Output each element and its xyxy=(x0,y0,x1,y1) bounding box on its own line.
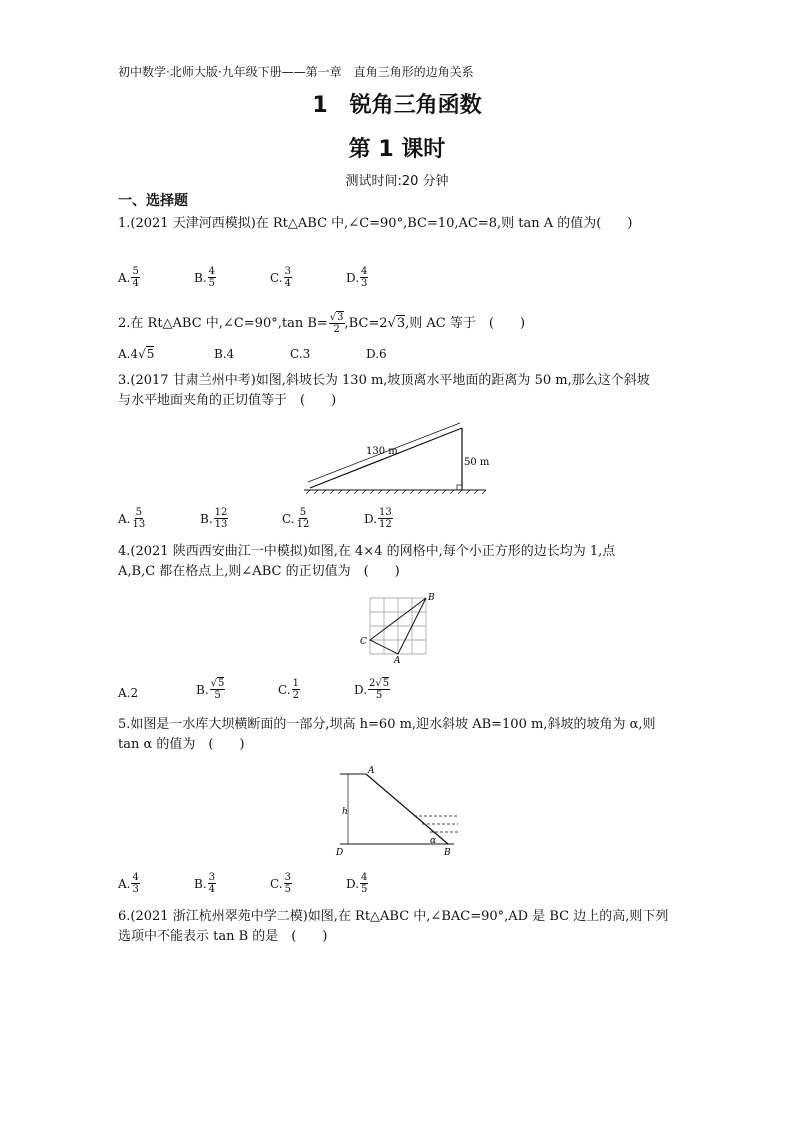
fraction xyxy=(208,266,216,289)
option-label: B. xyxy=(200,511,213,526)
denominator: 12 xyxy=(296,519,310,530)
fraction xyxy=(360,872,368,895)
numerator: 13 xyxy=(379,507,392,518)
sqrt-radicand: 3 xyxy=(396,315,406,331)
sqrt-radicand: 5 xyxy=(146,347,155,361)
numerator: 2√5 xyxy=(369,678,390,689)
question-1 xyxy=(118,214,678,234)
numerator: 3 xyxy=(208,872,216,883)
question-2 xyxy=(118,312,678,335)
question-6 xyxy=(118,907,688,947)
question-3-line2: 与水平地面夹角的正切值等于 ( ) xyxy=(118,393,337,408)
fraction xyxy=(360,266,368,289)
numerator: 4 xyxy=(361,872,368,883)
coefficient: 2 xyxy=(369,678,376,689)
q1-option-d[interactable] xyxy=(346,266,368,289)
fraction xyxy=(378,507,393,530)
denominator: 5 xyxy=(361,884,368,895)
fraction xyxy=(284,872,292,895)
denominator: 2 xyxy=(292,690,299,701)
point-a-label: A xyxy=(394,656,401,664)
numerator: 3 xyxy=(284,872,291,883)
q2-sqrt: √3 xyxy=(387,315,406,331)
fraction xyxy=(292,678,300,701)
question-4-line2: A,B,C 都在格点上,则∠ABC 的正切值为 ( ) xyxy=(118,564,400,579)
question-5-options xyxy=(118,872,678,902)
page-title: 1 锐角三角函数 xyxy=(312,93,482,118)
question-1-options xyxy=(118,266,678,296)
option-label: D. xyxy=(364,511,378,526)
denominator: 3 xyxy=(132,884,139,895)
point-b-label: B xyxy=(428,593,435,603)
option-label: C. xyxy=(282,511,295,526)
slope-line xyxy=(310,428,462,488)
question-3-options xyxy=(118,507,678,537)
option-label: C. xyxy=(270,270,283,285)
question-2-options xyxy=(118,347,678,365)
document-header: 初中数学·北师大版·九年级下册——第一章 直角三角形的边角关系 xyxy=(118,65,474,79)
denominator: 5 xyxy=(208,278,216,289)
denominator: 4 xyxy=(284,278,291,289)
question-1-text: 1.(2021 天津河西模拟)在 Rt△ABC 中,∠C=90°,BC=10,AC=8,则 tan A 的值为( ) xyxy=(118,216,633,231)
test-time: 测试时间:20 分钟 xyxy=(345,174,449,189)
q2-option-b[interactable]: B.4 xyxy=(214,347,235,361)
option-label: C. xyxy=(270,876,283,891)
option-label: D. xyxy=(354,682,368,697)
sqrt-radicand: 5 xyxy=(382,678,390,689)
height-label: 50 m xyxy=(464,457,490,468)
q5-option-d[interactable] xyxy=(346,872,368,895)
question-3 xyxy=(118,371,688,411)
denominator: 12 xyxy=(379,519,392,530)
q3-option-a[interactable] xyxy=(118,507,146,530)
q2-option-c[interactable]: C.3 xyxy=(290,347,311,361)
numerator: 4 xyxy=(132,872,139,883)
denominator: 5 xyxy=(375,690,383,701)
numerator: 5 xyxy=(135,507,143,518)
numerator: 5 xyxy=(299,507,307,518)
numerator: 4 xyxy=(208,266,216,277)
question-4 xyxy=(118,542,688,582)
ground-hatching xyxy=(306,490,486,494)
question-6-line2: 选项中不能表示 tan B 的是 ( ) xyxy=(118,929,328,944)
option-label: B. xyxy=(194,876,207,891)
numerator: 4 xyxy=(361,266,368,277)
question-5 xyxy=(118,715,688,755)
fraction xyxy=(208,872,216,895)
question-5-line1: 5.如图是一水库大坝横断面的一部分,坝高 h=60 m,迎水斜坡 AB=100 m,斜坡的坡角为 α,则 xyxy=(118,717,656,732)
right-angle-mark xyxy=(457,485,462,490)
fraction xyxy=(210,678,226,701)
fraction xyxy=(131,266,139,289)
q2-fraction xyxy=(329,312,345,335)
sqrt-radicand: 3 xyxy=(337,312,344,323)
option-text: A.4 xyxy=(118,347,139,361)
fraction xyxy=(131,872,139,895)
fraction xyxy=(214,507,229,530)
section-heading: 一、选择题 xyxy=(118,193,188,209)
q5-option-b[interactable] xyxy=(194,872,216,895)
lesson-subtitle: 第 1 课时 xyxy=(348,137,446,162)
numerator: 5 xyxy=(132,266,139,277)
q2-text-b: ,BC=2 xyxy=(344,315,388,331)
q3-option-b[interactable] xyxy=(200,507,228,530)
numerator: 3 xyxy=(284,266,291,277)
grid-lines xyxy=(370,598,426,654)
question-4-line1: 4.(2021 陕西西安曲江一中模拟)如图,在 4×4 的网格中,每个小正方形的边长均为 1,点 xyxy=(118,544,616,559)
water-lines xyxy=(414,816,458,832)
denominator: 5 xyxy=(214,690,221,701)
option-label: C. xyxy=(278,682,291,697)
q1-option-b[interactable] xyxy=(194,266,216,289)
dam-slope-ab xyxy=(366,774,448,844)
q4-option-c[interactable] xyxy=(278,678,300,701)
numerator: √3 xyxy=(329,312,344,323)
denominator: 13 xyxy=(132,519,146,530)
option-label: A. xyxy=(118,270,131,285)
q3-option-c[interactable] xyxy=(282,507,310,530)
point-a-label: A xyxy=(368,766,375,776)
slope-figure xyxy=(300,422,490,494)
q5-option-a[interactable] xyxy=(118,872,140,895)
fraction xyxy=(284,266,292,289)
point-d-label: D xyxy=(336,848,344,858)
point-c-label: C xyxy=(360,637,367,647)
q2-option-a[interactable]: A.4√5 xyxy=(118,347,155,361)
question-4-options xyxy=(118,678,678,708)
option-label: A. xyxy=(118,511,131,526)
question-3-line1: 3.(2017 甘肃兰州中考)如图,斜坡长为 130 m,坡顶离水平地面的距离为 50 m,那么这个斜坡 xyxy=(118,373,650,388)
numerator: 12 xyxy=(214,507,228,518)
q5-option-c[interactable] xyxy=(270,872,292,895)
point-b-label: B xyxy=(444,848,451,858)
denominator: 3 xyxy=(361,278,368,289)
numerator: √5 xyxy=(210,678,225,689)
fraction xyxy=(368,678,390,701)
angle-alpha-label: α xyxy=(430,836,437,846)
q2-text-a: 2.在 Rt△ABC 中,∠C=90°,tan B= xyxy=(118,315,328,331)
dam-figure xyxy=(330,764,470,860)
option-label: A. xyxy=(118,876,131,891)
q2-text-c: ,则 AC 等于 ( ) xyxy=(405,315,526,331)
option-label: B. xyxy=(194,270,207,285)
denominator: 5 xyxy=(284,884,291,895)
q4-option-d[interactable] xyxy=(354,678,390,701)
q1-option-a[interactable] xyxy=(118,266,140,289)
grid-figure xyxy=(356,592,440,664)
option-label: D. xyxy=(346,270,360,285)
numerator: 1 xyxy=(292,678,299,689)
question-6-line1: 6.(2021 浙江杭州翠苑中学二模)如图,在 Rt△ABC 中,∠BAC=90°,AD 是 BC 边上的高,则下列 xyxy=(118,909,669,924)
denominator: 4 xyxy=(132,278,139,289)
fraction xyxy=(296,507,311,530)
q4-option-a[interactable]: A.2 xyxy=(118,686,139,700)
slope-length-label: 130 m xyxy=(366,446,398,457)
fraction xyxy=(131,507,146,530)
denominator: 2 xyxy=(333,324,340,335)
option-label: B. xyxy=(196,682,209,697)
q3-option-d[interactable] xyxy=(364,507,393,530)
option-label: D. xyxy=(346,876,360,891)
q4-option-b[interactable] xyxy=(196,678,225,701)
q1-option-c[interactable] xyxy=(270,266,292,289)
q2-option-d[interactable]: D.6 xyxy=(366,347,387,361)
denominator: 4 xyxy=(208,884,216,895)
height-label: h xyxy=(342,807,348,817)
sqrt-radicand: 5 xyxy=(218,678,225,689)
denominator: 13 xyxy=(214,519,228,530)
question-5-line2: tan α 的值为 ( ) xyxy=(118,737,245,752)
